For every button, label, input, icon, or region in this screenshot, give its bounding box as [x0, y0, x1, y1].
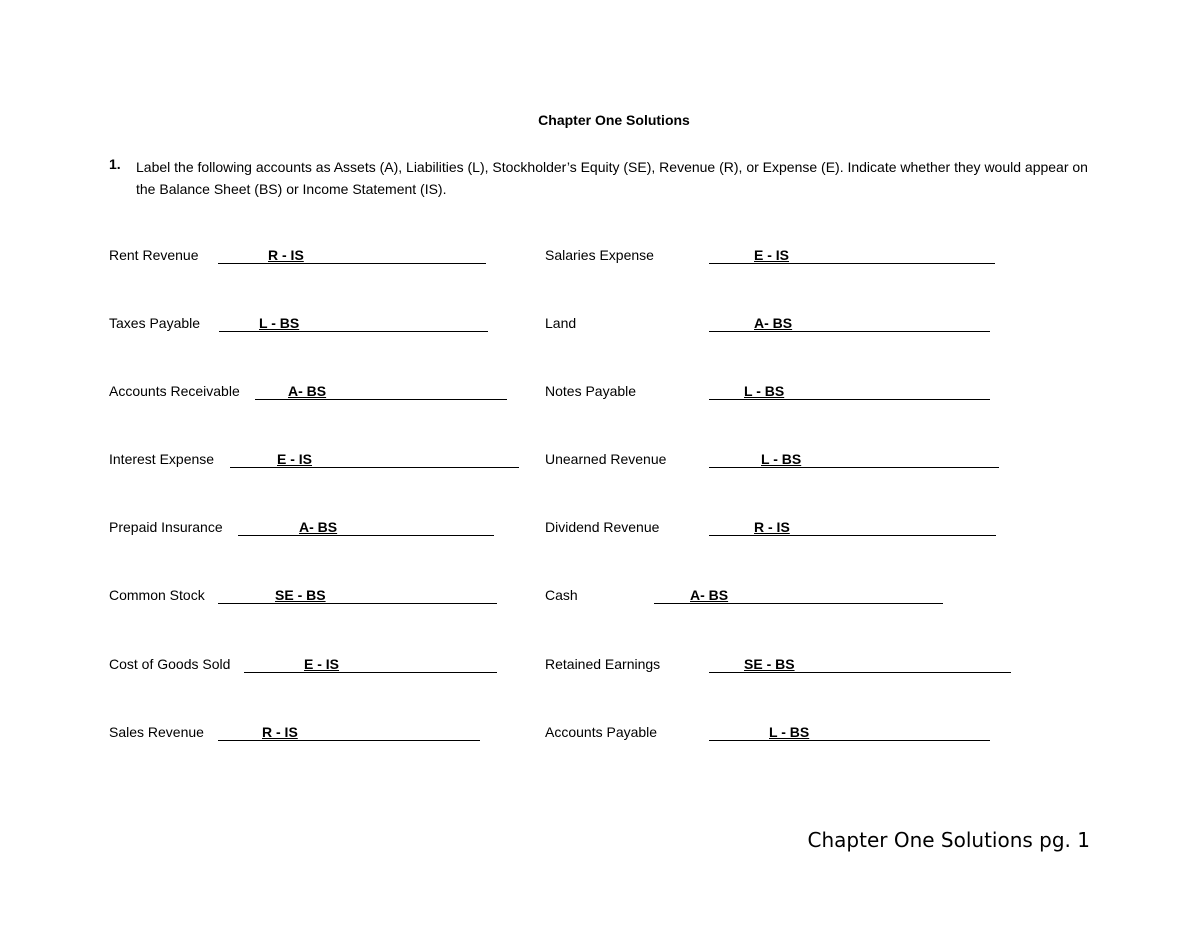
account-label: Notes Payable	[545, 383, 637, 399]
account-label: Unearned Revenue	[545, 451, 667, 467]
account-answer: R - IS	[268, 247, 304, 263]
account-label: Sales Revenue	[109, 724, 204, 740]
answer-line	[709, 247, 995, 264]
account-answer: E - IS	[304, 656, 340, 672]
account-answer: E - IS	[754, 247, 790, 263]
answer-line	[244, 656, 497, 673]
account-answer: SE - BS	[744, 656, 795, 672]
answer-line	[238, 519, 494, 536]
question-number: 1.	[109, 156, 121, 172]
account-answer: R - IS	[754, 519, 790, 535]
account-answer: A- BS	[288, 383, 327, 399]
account-label: Cash	[545, 587, 578, 603]
account-label: Interest Expense	[109, 451, 215, 467]
answer-line	[218, 724, 480, 741]
account-answer: L - BS	[259, 315, 300, 331]
account-answer: L - BS	[744, 383, 785, 399]
account-answer: R - IS	[262, 724, 298, 740]
account-label: Taxes Payable	[109, 315, 201, 331]
answer-line	[218, 587, 497, 604]
account-label: Rent Revenue	[109, 247, 199, 263]
account-label: Accounts Payable	[545, 724, 658, 740]
account-label: Prepaid Insurance	[109, 519, 223, 535]
account-label: Retained Earnings	[545, 656, 661, 672]
account-answer: A- BS	[754, 315, 793, 331]
account-answer: E - IS	[277, 451, 313, 467]
answer-line	[709, 519, 996, 536]
question-text: Label the following accounts as Assets (A), Liabilities (L), Stockholder’s Equity (SE), Revenue (R), or Expense (E). Indicate whether they would appear on the Balance Sheet (BS) or Income Statement (IS).	[136, 159, 1088, 197]
account-label: Land	[545, 315, 577, 331]
account-label: Salaries Expense	[545, 247, 654, 263]
account-label: Accounts Receivable	[109, 383, 240, 399]
answer-line	[709, 451, 999, 468]
account-answer: L - BS	[761, 451, 802, 467]
answer-line	[709, 724, 990, 741]
account-answer: A- BS	[299, 519, 338, 535]
answer-line	[218, 247, 486, 264]
page-title: Chapter One Solutions	[538, 112, 690, 128]
account-label: Common Stock	[109, 587, 205, 603]
account-label: Dividend Revenue	[545, 519, 660, 535]
account-answer: SE - BS	[275, 587, 326, 603]
account-label: Cost of Goods Sold	[109, 656, 231, 672]
account-answer: A- BS	[690, 587, 729, 603]
page-footer: Chapter One Solutions pg. 1	[807, 828, 1090, 852]
answer-line	[709, 315, 990, 332]
answer-line	[230, 451, 519, 468]
account-answer: L - BS	[769, 724, 810, 740]
